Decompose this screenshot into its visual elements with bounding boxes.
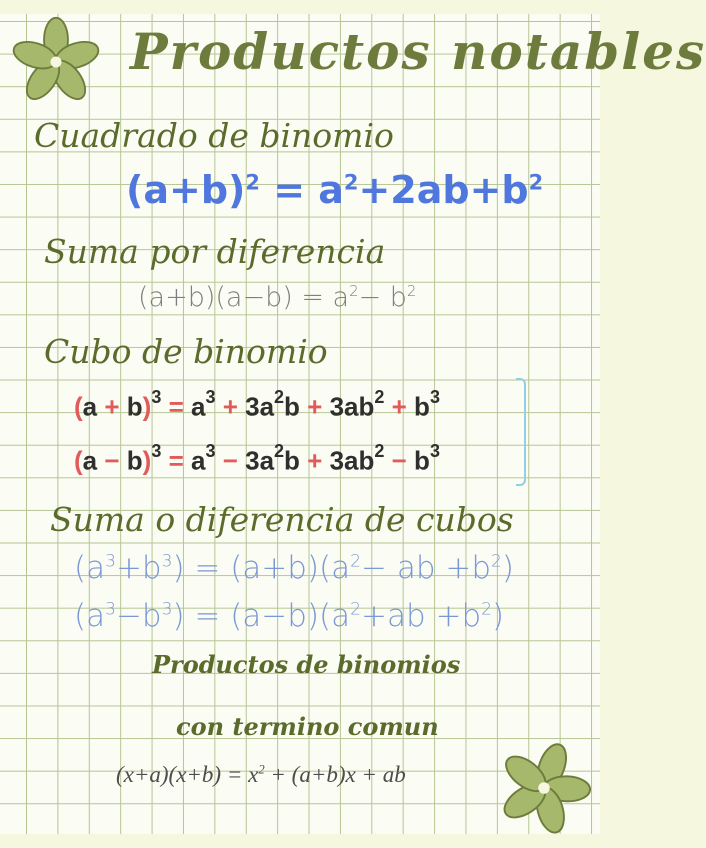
formula-cubo-diferencia: $(a - b)^3 = a^3 - 3a^2b + 3ab^2 - b^3$	[74, 441, 440, 476]
section-heading-cuadrado: Cuadrado de binomio	[34, 116, 394, 155]
formula-suma-cubos: $(a^3+b^3) = (a+b)(a^2-$ ab $+b^2$)	[74, 550, 514, 586]
formula-diferencia-cubos: $(a^3-b^3) = (a-b)(a^2+ab +b^2)$	[74, 598, 505, 634]
section-subheading-binomios: con termino comun	[176, 712, 439, 741]
section-heading-suma-diferencia: Suma por diferencia	[44, 232, 386, 271]
flower-icon	[10, 16, 102, 108]
formula-suma-diferencia: $(a+b)(a-b) = a^2- b^2$	[138, 282, 417, 313]
section-heading-cubos: Suma o diferencia de cubos	[50, 500, 514, 539]
section-heading-cubo: Cubo de binomio	[44, 332, 328, 371]
formula-cuadrado: $(a+b)^2 = a^2+2ab+b^2$	[126, 168, 544, 212]
bracket-divider	[516, 378, 526, 486]
formula-binomios: $(x+a)(x+b) = x^2 + (a+b)x$ + ab	[116, 762, 406, 787]
formula-cubo-suma: $(a + b)^3 = a^3 + 3a^2b + 3ab^2 + b^3$	[74, 387, 440, 422]
page-title: Productos notables	[130, 22, 706, 81]
section-heading-binomios: Productos de binomios	[152, 650, 461, 679]
flower-icon	[496, 740, 592, 836]
